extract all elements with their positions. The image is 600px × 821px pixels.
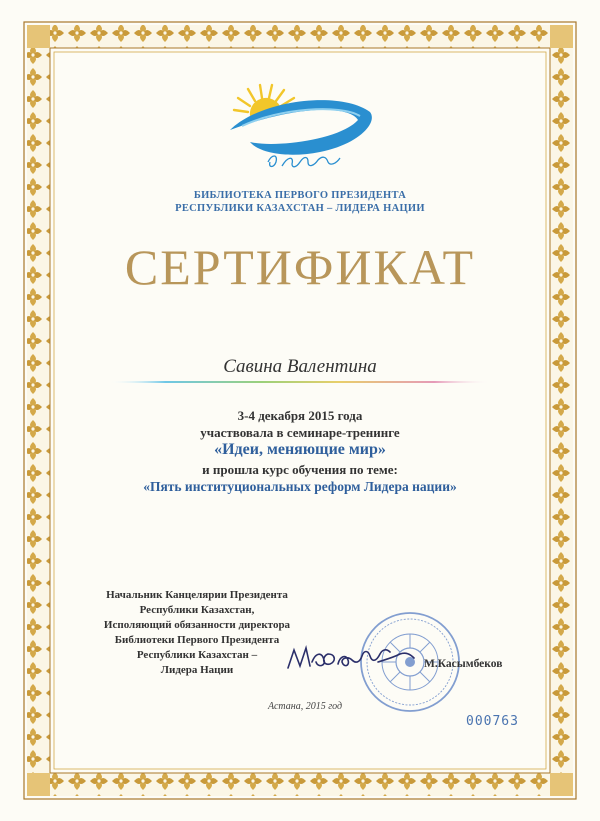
library-name-line1: БИБЛИОТЕКА ПЕРВОГО ПРЕЗИДЕНТА (193, 190, 407, 201)
signatory-line: Библиотеки Первого Президента (114, 634, 280, 646)
participation-text: участвовала в семинаре-тренинге (200, 425, 400, 440)
event-title: «Идеи, меняющие мир» (214, 441, 386, 458)
recipient-name: Савина Валентина (223, 356, 377, 377)
place-date: Астана, 2015 год (268, 701, 343, 712)
course-intro: и прошла курс обучения по теме: (202, 462, 398, 477)
event-date: 3-4 декабря 2015 года (237, 408, 363, 423)
library-name-line2: РЕСПУБЛИКИ КАЗАХСТАН – ЛИДЕРА НАЦИИ (175, 203, 425, 214)
course-topic: «Пять институциональных реформ Лидера нации» (143, 479, 457, 494)
serial-number: 000763 (466, 714, 519, 729)
handwritten-signature (282, 640, 422, 678)
signatory-line: Начальник Канцелярии Президента (106, 589, 288, 601)
decorative-rule (108, 381, 492, 383)
signatory-name: М.Касымбеков (424, 658, 503, 670)
library-logo (220, 82, 380, 177)
certificate-title: СЕРТИФИКАТ (124, 239, 476, 295)
signatory-line: Лидера Нации (160, 664, 234, 676)
signatory-line: Республики Казахстан – (136, 649, 258, 661)
signatory-line: Исполяющий обязанности директора (103, 619, 291, 631)
signatory-line: Республики Казахстан, (139, 604, 255, 616)
